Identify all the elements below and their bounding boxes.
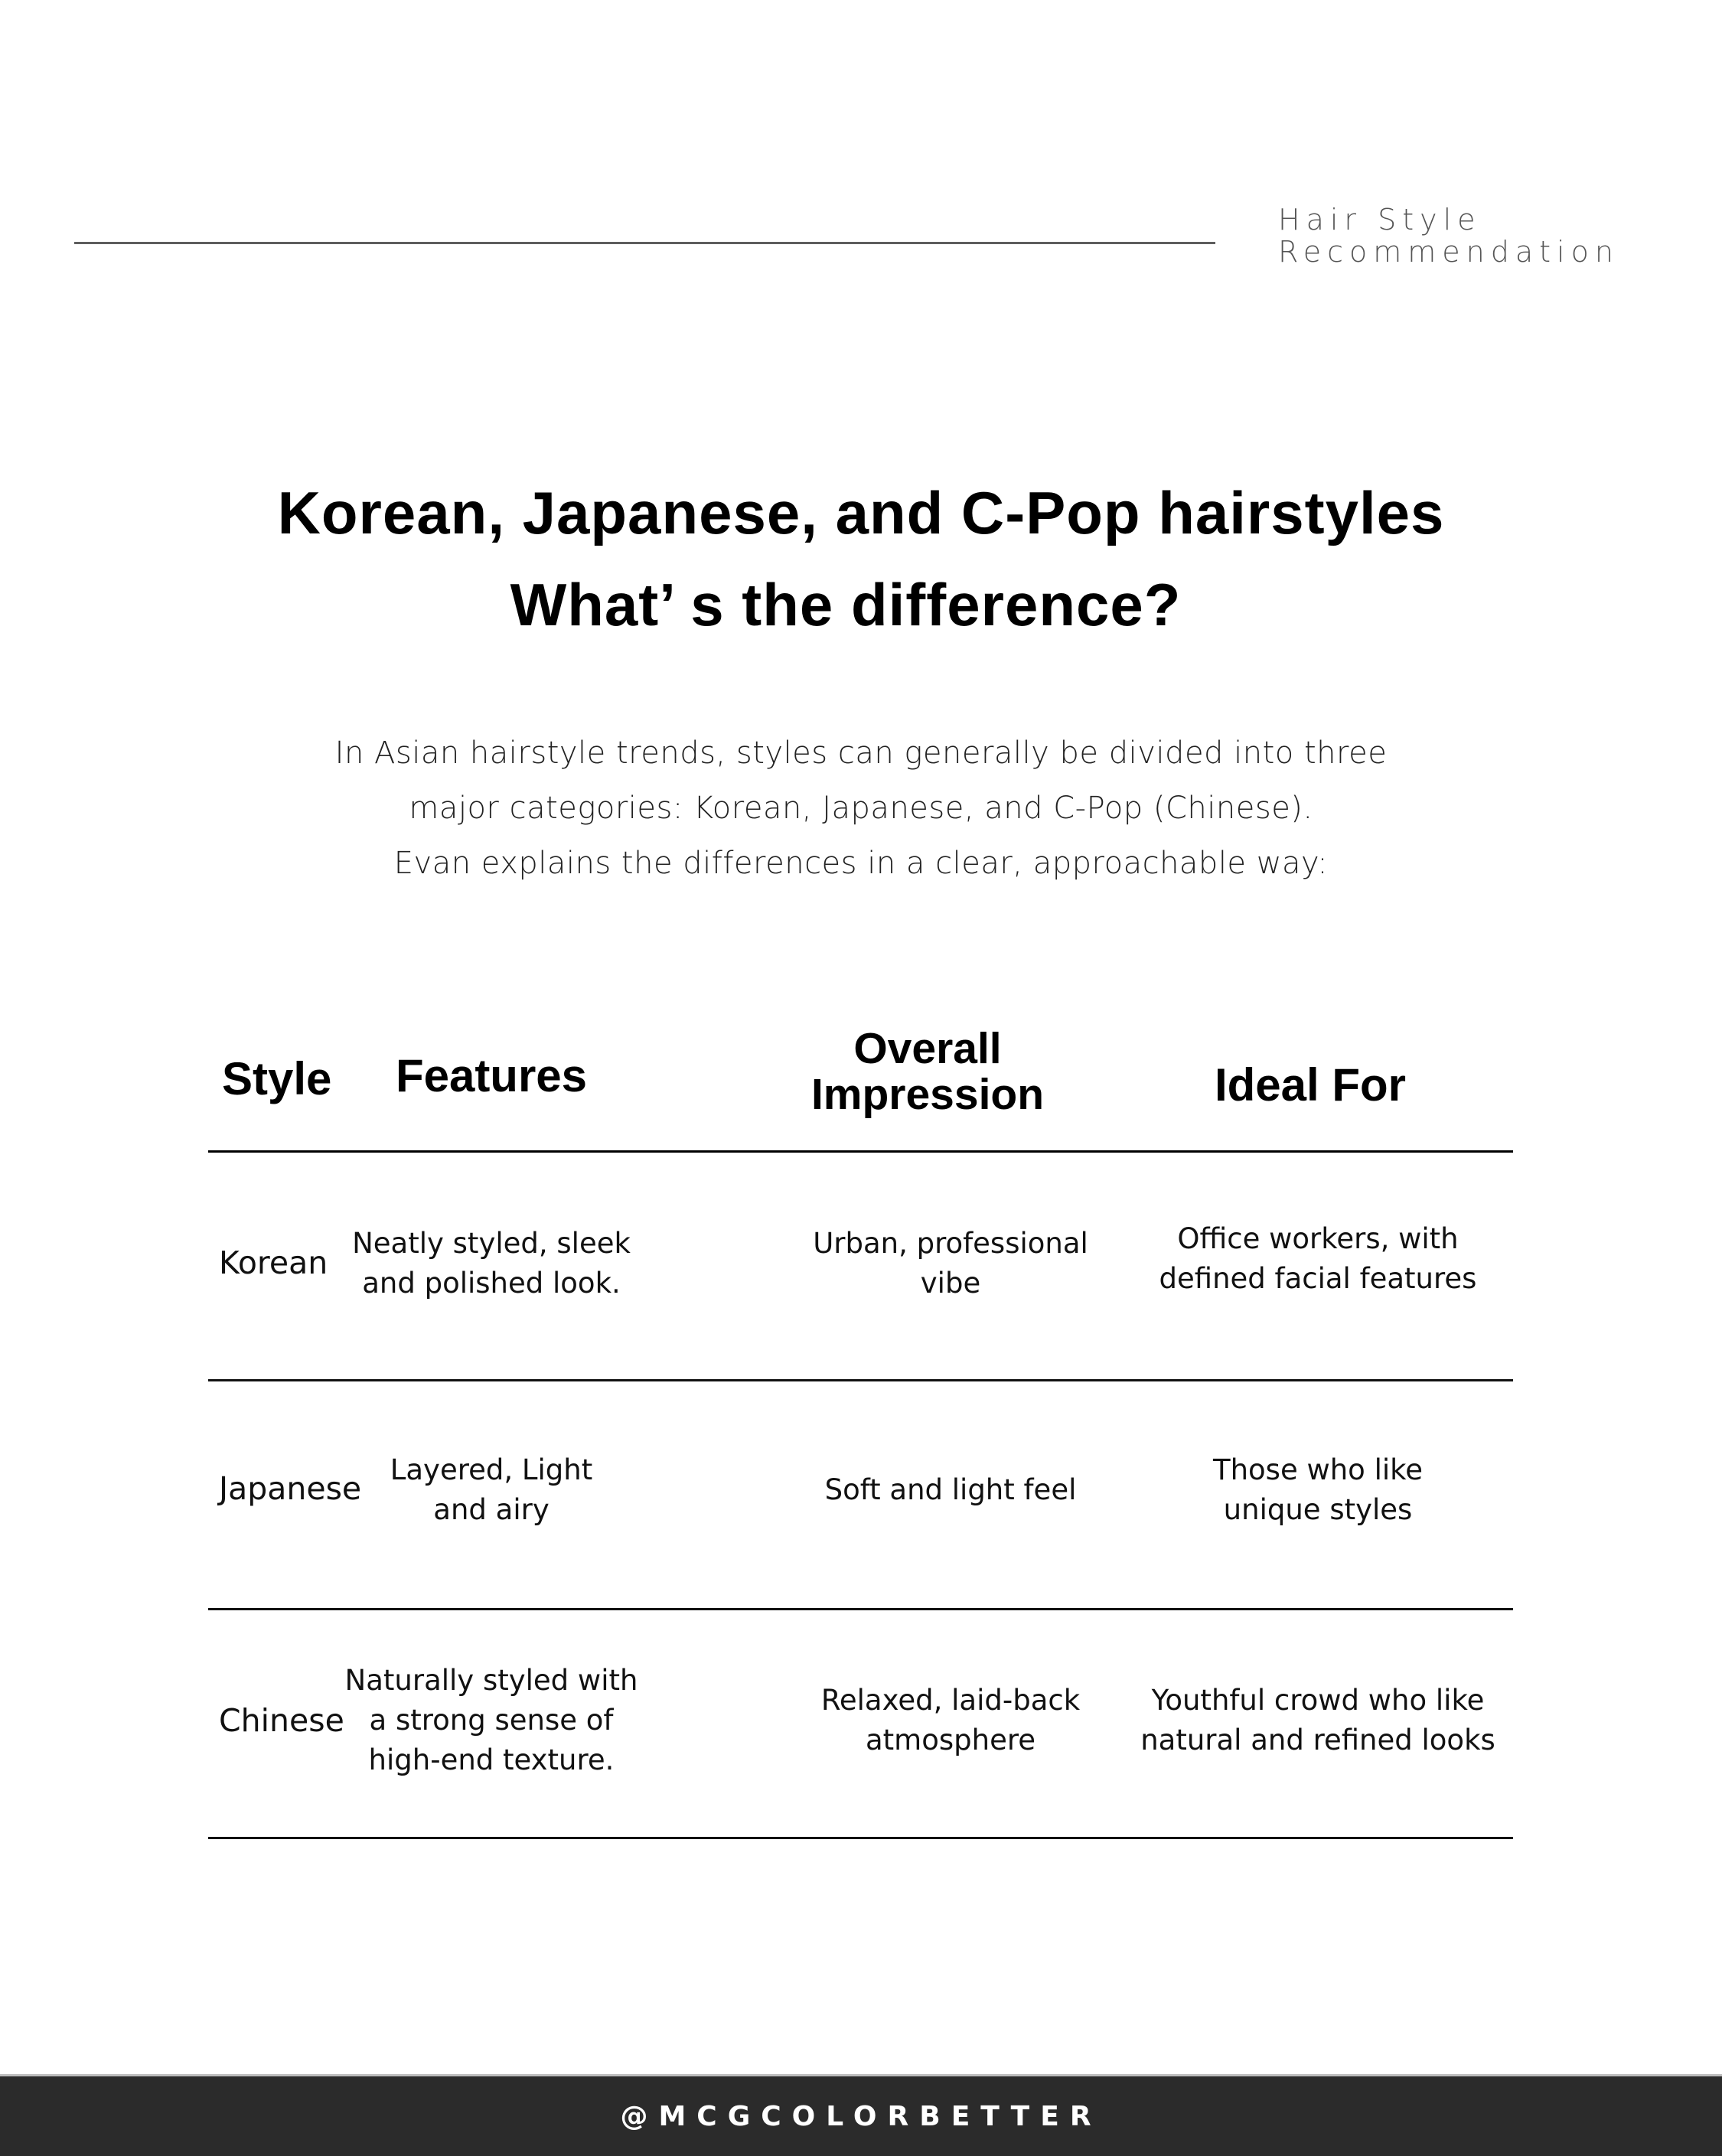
intro-paragraph bbox=[0, 726, 1722, 891]
cell-line: Neatly styled, sleek bbox=[352, 1227, 631, 1260]
column-header-style: Style bbox=[222, 1053, 332, 1104]
title-line1: Korean, Japanese, and C-Pop hairstyles bbox=[277, 479, 1445, 546]
table-row bbox=[208, 1381, 1513, 1610]
cell-line: Layered, Light bbox=[390, 1453, 593, 1486]
cell-features bbox=[338, 1224, 644, 1303]
table-row bbox=[208, 1610, 1513, 1839]
cell-line: Youthful crowd who like bbox=[1151, 1684, 1485, 1717]
cell-line: Naturally styled with bbox=[344, 1664, 638, 1697]
table-header bbox=[208, 1010, 1513, 1153]
cell-line: natural and refined looks bbox=[1140, 1724, 1495, 1756]
cell-line: Office workers, with bbox=[1177, 1222, 1459, 1255]
cell-line: Urban, professional bbox=[813, 1227, 1088, 1260]
intro-line: Evan explains the differences in a clear, approachable way: bbox=[393, 846, 1329, 881]
table-row bbox=[208, 1153, 1513, 1381]
cell-line: atmosphere bbox=[866, 1724, 1035, 1756]
footer-bar bbox=[0, 2074, 1722, 2156]
cell-line: unique styles bbox=[1223, 1493, 1413, 1526]
column-header-overall-impression bbox=[805, 1026, 1050, 1117]
header-divider bbox=[74, 242, 1215, 244]
cell-line: and polished look. bbox=[362, 1267, 621, 1300]
section-tag bbox=[1278, 204, 1619, 268]
cell-style: Chinese bbox=[219, 1702, 344, 1739]
cell-features bbox=[338, 1450, 644, 1530]
cell-overall-impression bbox=[790, 1681, 1111, 1760]
page-title bbox=[0, 467, 1722, 651]
cell-features bbox=[338, 1661, 644, 1780]
cell-style: Korean bbox=[219, 1244, 328, 1281]
intro-line: major categories: Korean, Japanese, and C-Pop (Chinese). bbox=[409, 791, 1313, 826]
column-header-features: Features bbox=[395, 1050, 588, 1101]
cell-ideal-for bbox=[1127, 1450, 1509, 1530]
header-line: Impression bbox=[810, 1070, 1045, 1119]
cell-overall-impression bbox=[790, 1470, 1111, 1510]
cell-line: Soft and light feel bbox=[824, 1473, 1077, 1506]
cell-line: high-end texture. bbox=[368, 1743, 615, 1776]
comparison-table bbox=[208, 1010, 1513, 1839]
title-line2: What’ s the difference? bbox=[510, 571, 1182, 638]
cell-line: Relaxed, laid-back bbox=[820, 1684, 1081, 1717]
cell-line: vibe bbox=[920, 1267, 981, 1300]
cell-style: Japanese bbox=[219, 1470, 362, 1507]
social-handle: @MCGCOLORBETTER bbox=[620, 2100, 1102, 2132]
column-header-ideal-for: Ideal For bbox=[1214, 1059, 1407, 1111]
cell-overall-impression bbox=[790, 1224, 1111, 1303]
cell-line: Those who like bbox=[1212, 1453, 1424, 1486]
cell-line: a strong sense of bbox=[369, 1704, 614, 1737]
header-line: Overall bbox=[853, 1024, 1002, 1073]
section-tag-line1: Hair Style bbox=[1278, 203, 1482, 236]
cell-ideal-for bbox=[1127, 1681, 1509, 1760]
section-tag-line2: Recommendation bbox=[1278, 235, 1619, 269]
cell-line: defined facial features bbox=[1159, 1262, 1477, 1295]
cell-line: and airy bbox=[433, 1493, 550, 1526]
cell-ideal-for bbox=[1127, 1219, 1509, 1299]
intro-line: In Asian hairstyle trends, styles can generally be divided into three bbox=[334, 736, 1388, 771]
